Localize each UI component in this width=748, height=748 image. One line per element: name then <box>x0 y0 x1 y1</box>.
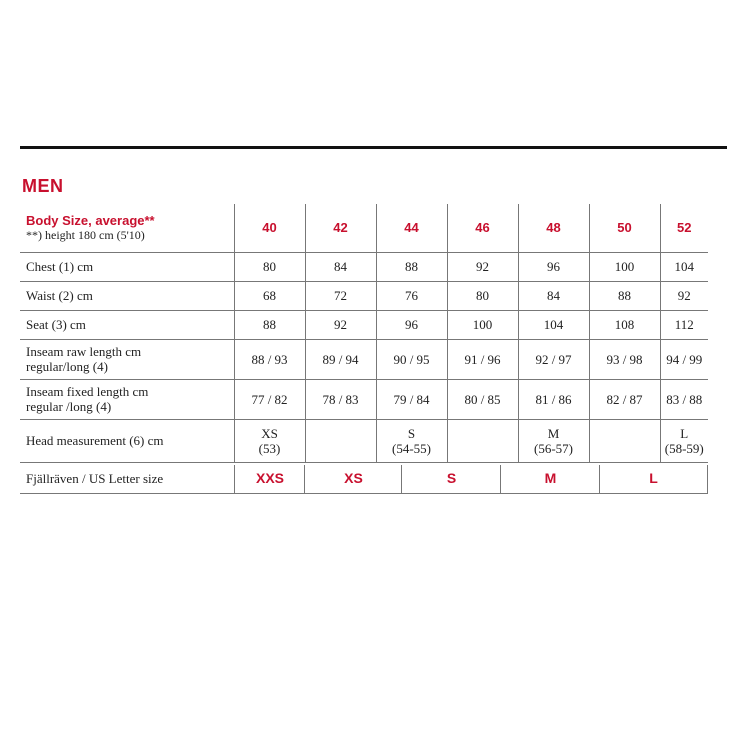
table-row <box>20 281 708 310</box>
table-cell <box>660 419 708 462</box>
section-title: MEN <box>22 176 64 196</box>
table-cell: 92 <box>305 310 376 339</box>
size-header: 40 <box>234 204 305 252</box>
size-chart-table <box>20 204 708 463</box>
table-cell: 77 / 82 <box>234 379 305 419</box>
table-cell: 72 <box>305 281 376 310</box>
table-cell: 100 <box>589 252 660 281</box>
table-cell: 92 <box>447 252 518 281</box>
table-cell: 81 / 86 <box>518 379 589 419</box>
head-size: M <box>547 425 560 441</box>
table-cell: 93 / 98 <box>589 339 660 379</box>
size-header: 46 <box>447 204 518 252</box>
table-cell: 76 <box>376 281 447 310</box>
table-cell <box>589 419 660 462</box>
letter-size: M <box>500 465 600 493</box>
head-size: S <box>407 425 416 441</box>
head-measurement-row <box>20 419 708 462</box>
row-label <box>20 339 234 379</box>
table-cell: 112 <box>660 310 708 339</box>
letter-size: S <box>401 465 501 493</box>
table-row <box>20 379 708 419</box>
table-cell: 68 <box>234 281 305 310</box>
table-cell: 88 <box>234 310 305 339</box>
head-range: (54-55) <box>392 440 431 456</box>
table-cell: 96 <box>376 310 447 339</box>
row-label: Waist (2) cm <box>20 281 234 310</box>
table-row <box>20 310 708 339</box>
table-cell: 92 <box>660 281 708 310</box>
table-cell: 92 / 97 <box>518 339 589 379</box>
table-cell: 80 / 85 <box>447 379 518 419</box>
table-cell: 90 / 95 <box>376 339 447 379</box>
table-cell: 104 <box>660 252 708 281</box>
row-label: Seat (3) cm <box>20 310 234 339</box>
table-cell: 104 <box>518 310 589 339</box>
row-label-line: regular /long (4) <box>26 399 112 414</box>
row-label: Chest (1) cm <box>20 252 234 281</box>
letter-size: XXS <box>234 465 305 493</box>
table-cell: 80 <box>234 252 305 281</box>
row-label <box>20 379 234 419</box>
table-cell <box>376 419 447 462</box>
table-cell: 89 / 94 <box>305 339 376 379</box>
header-row <box>20 204 708 252</box>
table-cell: 94 / 99 <box>660 339 708 379</box>
row-label-line: regular/long (4) <box>26 359 108 374</box>
table-cell <box>447 419 518 462</box>
header-label-cell <box>20 204 234 252</box>
table-cell <box>305 419 376 462</box>
table-row <box>20 339 708 379</box>
table-cell: 108 <box>589 310 660 339</box>
table-cell: 96 <box>518 252 589 281</box>
head-range: (53) <box>258 440 281 456</box>
row-label: Fjällräven / US Letter size <box>26 471 164 486</box>
head-range: (56-57) <box>534 440 573 456</box>
table-cell: 88 <box>589 281 660 310</box>
head-size: L <box>680 425 689 441</box>
top-rule <box>20 146 727 149</box>
head-range: (58-59) <box>664 440 704 456</box>
table-cell: 88 / 93 <box>234 339 305 379</box>
row-label-line: Inseam raw length cm <box>26 344 142 359</box>
fjallraven-size-row <box>20 465 708 494</box>
table-cell: 84 <box>305 252 376 281</box>
size-header: 42 <box>305 204 376 252</box>
height-note: **) height 180 cm (5'10) <box>26 227 145 242</box>
table-cell: 82 / 87 <box>589 379 660 419</box>
table-cell: 80 <box>447 281 518 310</box>
table-cell <box>234 419 305 462</box>
table-cell <box>518 419 589 462</box>
letter-size: L <box>599 465 708 493</box>
table-cell: 83 / 88 <box>660 379 708 419</box>
row-label: Head measurement (6) cm <box>20 419 234 462</box>
size-header: 48 <box>518 204 589 252</box>
table-cell: 84 <box>518 281 589 310</box>
table-cell: 79 / 84 <box>376 379 447 419</box>
table-cell: 100 <box>447 310 518 339</box>
size-header: 52 <box>660 204 708 252</box>
letter-size: XS <box>304 465 402 493</box>
head-size: XS <box>261 425 278 441</box>
table-cell: 88 <box>376 252 447 281</box>
size-header: 50 <box>589 204 660 252</box>
table-row <box>20 252 708 281</box>
body-size-label: Body Size, average** <box>26 212 155 228</box>
size-header: 44 <box>376 204 447 252</box>
row-label-line: Inseam fixed length cm <box>26 384 149 399</box>
table-cell: 91 / 96 <box>447 339 518 379</box>
table-cell: 78 / 83 <box>305 379 376 419</box>
